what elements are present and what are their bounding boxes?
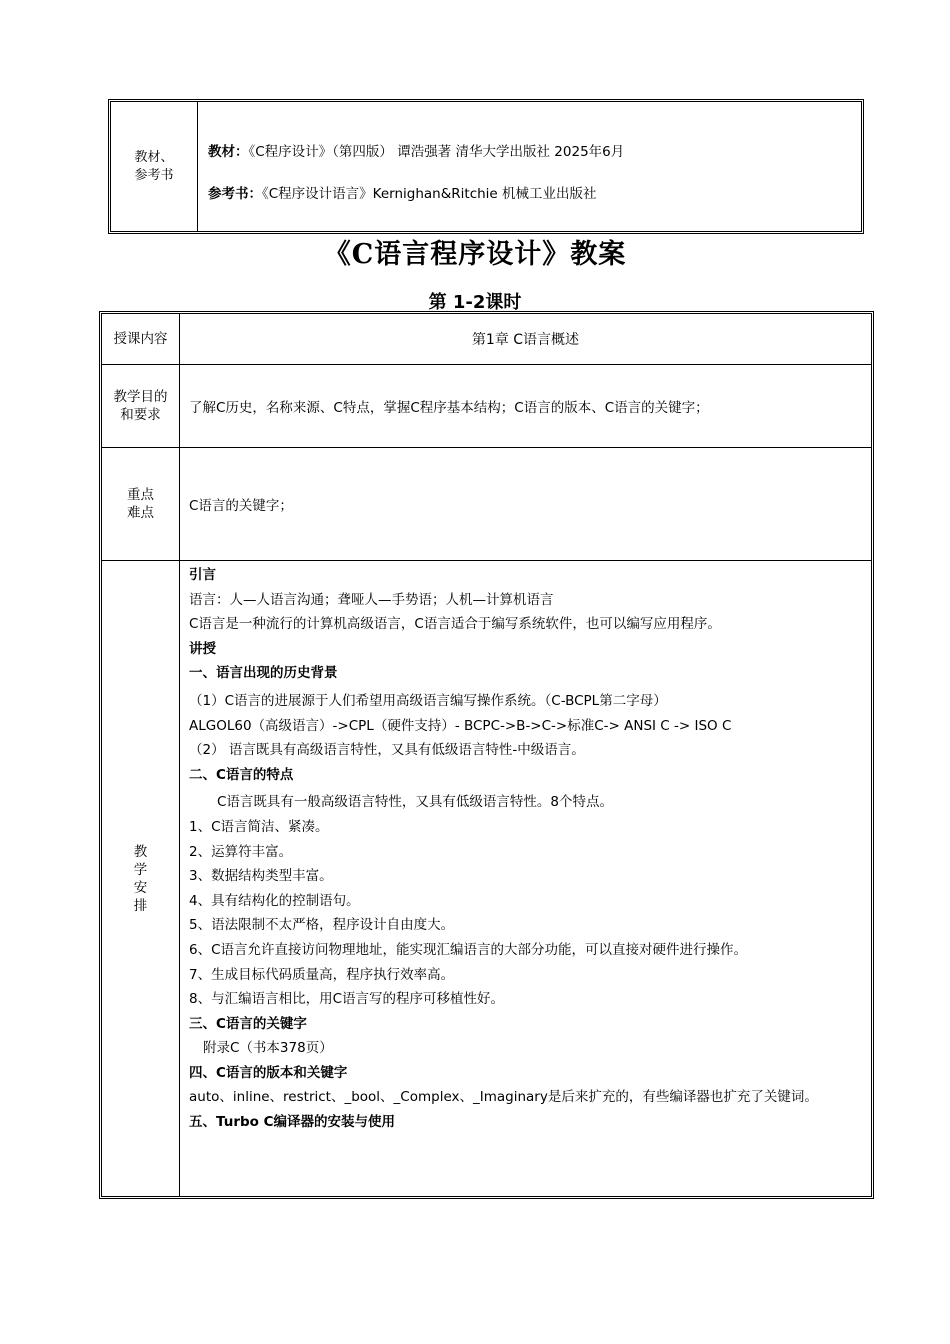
reference-label-line1: 教材、 xyxy=(134,149,174,165)
focus-row xyxy=(102,448,871,561)
section-heading: 五、Turbo C编译器的安装与使用 xyxy=(189,1114,396,1131)
plan-content xyxy=(180,561,871,1196)
reference-book-line xyxy=(208,182,861,202)
topic-value: 第1章 C语言概述 xyxy=(471,332,580,348)
topic-row xyxy=(102,314,871,365)
list-item: 7、生成目标代码质量高，程序执行效率高。 xyxy=(189,966,455,983)
list-item: 2、运算符丰富。 xyxy=(189,843,293,860)
section-line: ALGOL60（高级语言）->CPL（硬件支持）- BCPC->B->C->标准C-> ANSI C -> ISO C xyxy=(189,717,732,734)
section-heading: 四、C语言的版本和关键字 xyxy=(189,1064,348,1081)
list-item: 1、C语言简洁、紧凑。 xyxy=(189,818,329,835)
reference-label xyxy=(111,102,198,231)
section-heading: 一、语言出现的历史背景 xyxy=(189,665,338,682)
lesson-title: 第 1-2课时 xyxy=(428,292,522,313)
section-line: C语言既具有一般高级语言特性，又具有低级语言特性。8个特点。 xyxy=(217,794,614,811)
plan-label-char: 教 xyxy=(133,843,148,860)
plan-row xyxy=(102,561,871,1196)
intro-line: 语言：人—人语言沟通；聋哑人—手势语；人机—计算机语言 xyxy=(189,591,554,608)
lesson-table xyxy=(99,311,874,1199)
list-item: 6、C语言允许直接访问物理地址，能实现汇编语言的大部分功能，可以直接对硬件进行操作。 xyxy=(189,941,748,958)
textbook-value: 《C程序设计》（第四版） 谭浩强著 清华大学出版社 2025年6月 xyxy=(248,144,625,160)
section-line: （1）C语言的进展源于人们希望用高级语言编写操作系统。（C-BCPL第二字母） xyxy=(189,692,667,709)
list-item: 8、与汇编语言相比，用C语言写的程序可移植性好。 xyxy=(189,991,505,1008)
lecture-heading: 讲授 xyxy=(189,640,216,657)
section-heading: 三、C语言的关键字 xyxy=(189,1015,307,1032)
reference-label-line2: 参考书 xyxy=(134,167,174,183)
list-item: 4、具有结构化的控制语句。 xyxy=(189,892,360,909)
focus-label xyxy=(102,448,180,560)
section-line: auto、inline、restrict、_bool、_Complex、_Imaginary是后来扩充的，有些编译器也扩充了关键词。 xyxy=(189,1089,818,1106)
plan-label-char: 安 xyxy=(133,879,148,896)
textbook-label: 教材： xyxy=(208,144,249,160)
topic-label: 授课内容 xyxy=(102,314,180,364)
section-heading: 二、C语言的特点 xyxy=(189,766,294,783)
focus-value: C语言的关键字； xyxy=(189,498,293,514)
plan-label-char: 排 xyxy=(133,897,148,914)
reference-book-label: 参考书： xyxy=(208,186,262,202)
section-line: 附录C（书本378页） xyxy=(203,1040,333,1057)
intro-line: C语言是一种流行的计算机高级语言，C语言适合于编写系统软件，也可以编写应用程序。 xyxy=(189,616,721,633)
goal-value: 了解C历史，名称来源、C特点，掌握C程序基本结构；C语言的版本、C语言的关键字； xyxy=(189,400,709,416)
reference-book-value: 《C程序设计语言》Kernighan&Ritchie 机械工业出版社 xyxy=(262,186,597,202)
goal-label-line1: 教学目的 xyxy=(113,389,168,405)
intro-heading: 引言 xyxy=(189,567,216,583)
list-item: 3、数据结构类型丰富。 xyxy=(189,868,333,885)
plan-label xyxy=(102,561,180,1196)
list-item: 5、语法限制不太严格，程序设计自由度大。 xyxy=(189,917,455,934)
document-title: 《C语言程序设计》教案 xyxy=(323,239,627,270)
reference-table xyxy=(108,99,864,234)
goal-label xyxy=(102,365,180,447)
goal-label-line2: 和要求 xyxy=(120,407,161,423)
section-line: （2） 语言既具有高级语言特性，又具有低级语言特性-中级语言。 xyxy=(189,742,585,759)
textbook-line xyxy=(208,140,861,160)
focus-label-line2: 难点 xyxy=(127,505,154,521)
plan-label-char: 学 xyxy=(133,861,148,878)
reference-body xyxy=(198,102,861,231)
goal-row xyxy=(102,365,871,448)
focus-label-line1: 重点 xyxy=(127,487,154,503)
